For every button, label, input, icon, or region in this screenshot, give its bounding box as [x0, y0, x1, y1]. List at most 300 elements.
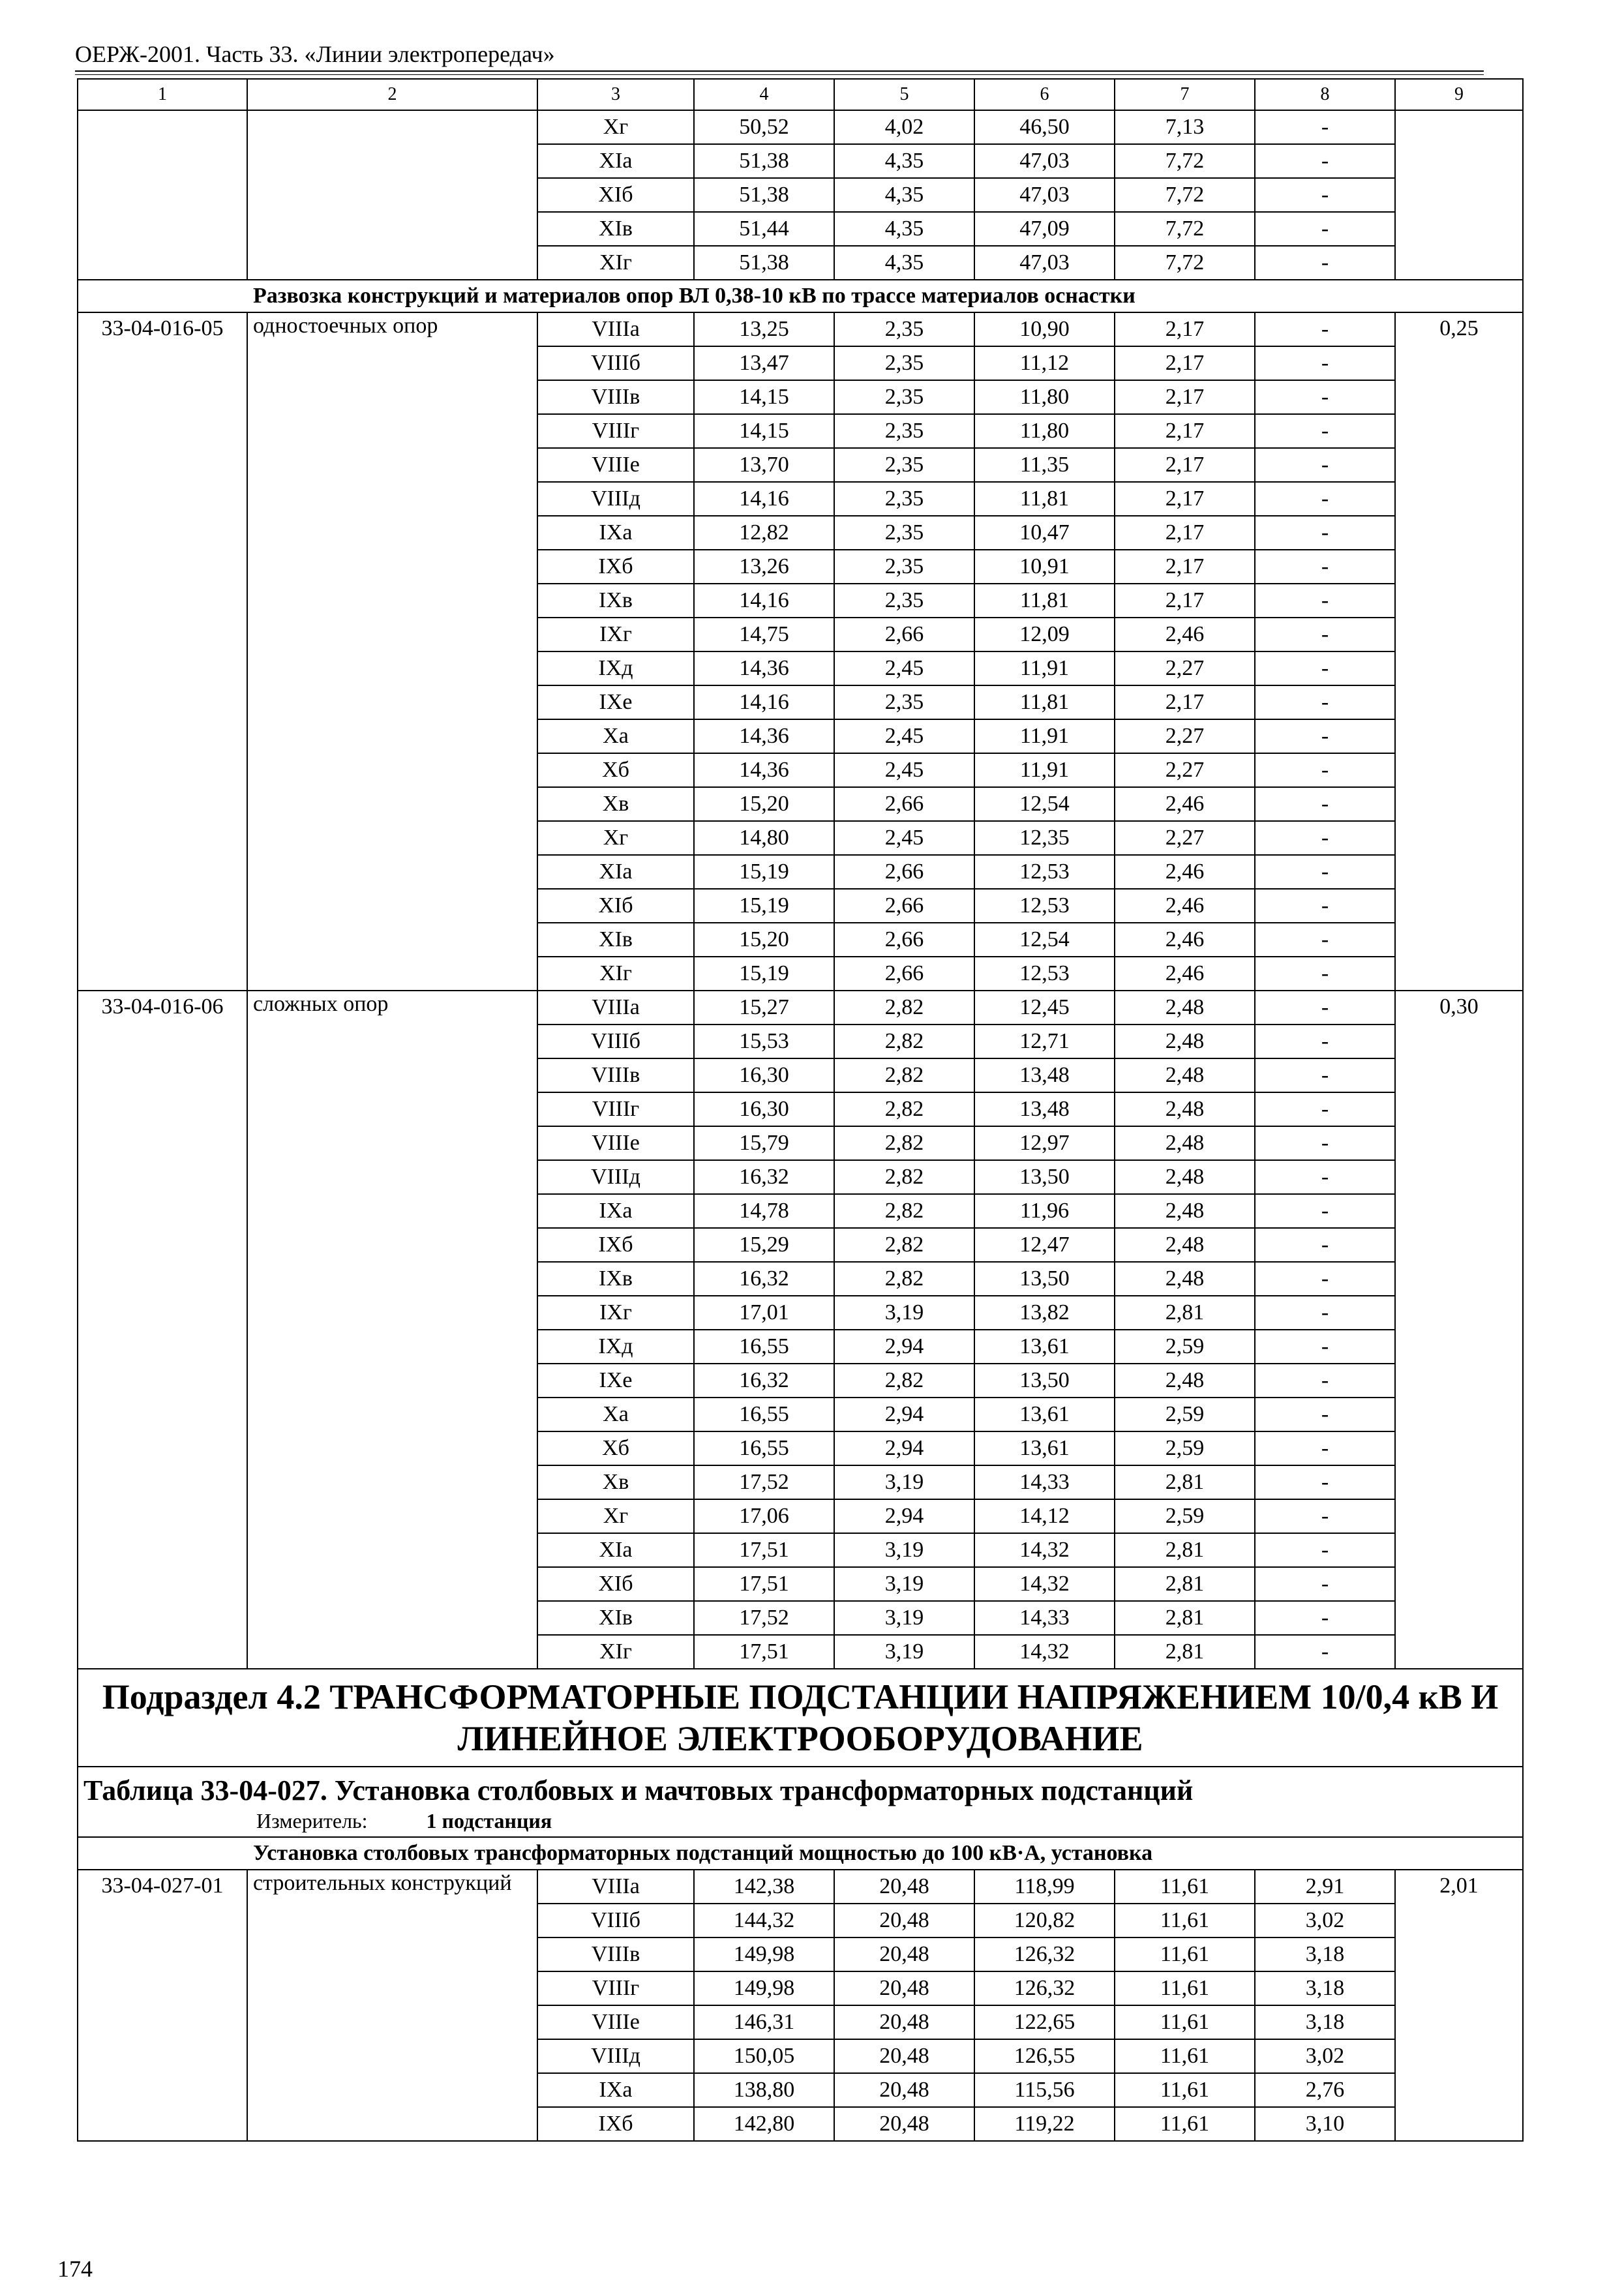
value-cell: - — [1255, 1058, 1395, 1092]
subsection-row — [78, 1669, 1523, 1767]
value-cell: - — [1255, 144, 1395, 178]
value-cell: 10,47 — [974, 516, 1115, 550]
value-cell: 13,61 — [974, 1330, 1115, 1364]
value-cell: - — [1255, 1499, 1395, 1533]
value-cell: 3,02 — [1255, 2039, 1395, 2073]
running-header: ОЕРЖ-2001. Часть 33. «Линии электропередач» — [75, 41, 555, 67]
value-cell: - — [1255, 1330, 1395, 1364]
region-cell: XIa — [537, 1533, 694, 1567]
value-cell: 122,65 — [974, 2005, 1115, 2039]
region-cell: Xг — [537, 1499, 694, 1533]
value-cell: 17,52 — [694, 1601, 834, 1635]
header-rule — [75, 70, 1484, 72]
value-cell: 11,61 — [1115, 2005, 1255, 2039]
value-cell: 13,50 — [974, 1160, 1115, 1194]
value-cell: 126,32 — [974, 1971, 1115, 2005]
value-cell: 14,32 — [974, 1533, 1115, 1567]
value-cell: 2,48 — [1115, 1025, 1255, 1058]
value-cell: 2,94 — [834, 1431, 974, 1465]
value-cell: 2,45 — [834, 753, 974, 787]
code-cell — [78, 110, 247, 280]
value-cell: 50,52 — [694, 110, 834, 144]
value-cell: - — [1255, 1364, 1395, 1398]
value-cell: 11,80 — [974, 414, 1115, 448]
region-cell: VIIIa — [537, 312, 694, 346]
value-cell: 2,59 — [1115, 1398, 1255, 1431]
value-cell: 149,98 — [694, 1971, 834, 2005]
value-cell: - — [1255, 346, 1395, 380]
region-cell: VIIIд — [537, 482, 694, 516]
value-cell: 138,80 — [694, 2073, 834, 2107]
value-cell: 2,66 — [834, 787, 974, 821]
measure-label: Измеритель: — [256, 1809, 368, 1833]
column-number: 4 — [694, 79, 834, 110]
value-cell: 11,91 — [974, 719, 1115, 753]
value-cell: 2,82 — [834, 1262, 974, 1296]
value-cell: 2,81 — [1115, 1465, 1255, 1499]
column-number: 3 — [537, 79, 694, 110]
value-cell: 2,35 — [834, 380, 974, 414]
region-cell: VIIIд — [537, 1160, 694, 1194]
group-heading: Установка столбовых трансформаторных подстанций мощностью до 100 кВ·А, установка — [78, 1837, 1523, 1870]
value-cell: 126,55 — [974, 2039, 1115, 2073]
column-number: 8 — [1255, 79, 1395, 110]
region-cell: Xв — [537, 1465, 694, 1499]
value-cell: 149,98 — [694, 1937, 834, 1971]
value-cell: 20,48 — [834, 2005, 974, 2039]
value-cell: 12,82 — [694, 516, 834, 550]
value-cell: 14,78 — [694, 1194, 834, 1228]
region-cell: VIIIд — [537, 2039, 694, 2073]
value-cell: 12,45 — [974, 991, 1115, 1025]
value-cell: 2,48 — [1115, 1194, 1255, 1228]
region-cell: Xa — [537, 719, 694, 753]
value-cell: - — [1255, 550, 1395, 584]
value-cell: 14,15 — [694, 380, 834, 414]
value-cell: 13,47 — [694, 346, 834, 380]
region-cell: IXa — [537, 516, 694, 550]
value-cell: - — [1255, 991, 1395, 1025]
region-cell: IXв — [537, 1262, 694, 1296]
value-cell: 3,19 — [834, 1635, 974, 1669]
value-cell: 13,50 — [974, 1262, 1115, 1296]
value-cell: 2,17 — [1115, 482, 1255, 516]
value-cell: - — [1255, 1431, 1395, 1465]
value-cell: - — [1255, 1092, 1395, 1126]
region-cell: XIг — [537, 1635, 694, 1669]
value-cell: 2,81 — [1115, 1533, 1255, 1567]
value-cell: 142,38 — [694, 1870, 834, 1904]
value-cell: 11,35 — [974, 448, 1115, 482]
value-cell: - — [1255, 584, 1395, 618]
value-cell: 12,53 — [974, 855, 1115, 889]
column-number: 1 — [78, 79, 247, 110]
value-cell: 2,82 — [834, 1228, 974, 1262]
region-cell: VIIIв — [537, 1937, 694, 1971]
value-cell: 2,76 — [1255, 2073, 1395, 2107]
value-cell: - — [1255, 1635, 1395, 1669]
column-number-row — [78, 79, 1523, 110]
value-cell: - — [1255, 753, 1395, 787]
region-cell: VIIIe — [537, 1126, 694, 1160]
value-cell: 2,48 — [1115, 1092, 1255, 1126]
value-cell: 17,51 — [694, 1533, 834, 1567]
value-cell: 7,72 — [1115, 178, 1255, 212]
value-cell: 12,35 — [974, 821, 1115, 855]
value-cell: 14,75 — [694, 618, 834, 651]
value-cell: 13,61 — [974, 1431, 1115, 1465]
value-cell: 2,59 — [1115, 1431, 1255, 1465]
value-cell: 16,32 — [694, 1262, 834, 1296]
value-cell: 14,33 — [974, 1601, 1115, 1635]
value-cell: 2,35 — [834, 685, 974, 719]
value-cell: 3,02 — [1255, 1904, 1395, 1937]
value-cell: 2,35 — [834, 346, 974, 380]
value-cell: 119,22 — [974, 2107, 1115, 2141]
value-cell: 11,91 — [974, 753, 1115, 787]
value-cell: - — [1255, 651, 1395, 685]
value-cell: 2,66 — [834, 889, 974, 923]
norm-cell: 0,25 — [1395, 312, 1523, 991]
value-cell: 2,82 — [834, 1194, 974, 1228]
value-cell: 2,46 — [1115, 855, 1255, 889]
table-row — [78, 991, 1523, 1025]
region-cell: VIIIг — [537, 1092, 694, 1126]
value-cell: 17,01 — [694, 1296, 834, 1330]
value-cell: 15,53 — [694, 1025, 834, 1058]
value-cell: 13,26 — [694, 550, 834, 584]
value-cell: - — [1255, 923, 1395, 957]
value-cell: 15,20 — [694, 923, 834, 957]
value-cell: 2,94 — [834, 1499, 974, 1533]
value-cell: - — [1255, 855, 1395, 889]
value-cell: 2,17 — [1115, 312, 1255, 346]
value-cell: - — [1255, 414, 1395, 448]
table-row — [78, 312, 1523, 346]
value-cell: 12,53 — [974, 889, 1115, 923]
value-cell: 47,09 — [974, 212, 1115, 246]
region-cell: Xв — [537, 787, 694, 821]
value-cell: - — [1255, 1194, 1395, 1228]
region-cell: IXa — [537, 2073, 694, 2107]
value-cell: 2,35 — [834, 516, 974, 550]
value-cell: 11,61 — [1115, 1971, 1255, 2005]
name-cell — [247, 110, 537, 280]
value-cell: 2,45 — [834, 821, 974, 855]
region-cell: IXв — [537, 584, 694, 618]
value-cell: 20,48 — [834, 1937, 974, 1971]
value-cell: 14,36 — [694, 651, 834, 685]
value-cell: 2,66 — [834, 855, 974, 889]
value-cell: 3,10 — [1255, 2107, 1395, 2141]
value-cell: 12,71 — [974, 1025, 1115, 1058]
value-cell: 47,03 — [974, 178, 1115, 212]
value-cell: - — [1255, 1126, 1395, 1160]
region-cell: XIб — [537, 889, 694, 923]
region-cell: IXд — [537, 1330, 694, 1364]
value-cell: 4,35 — [834, 178, 974, 212]
region-cell: XIг — [537, 957, 694, 991]
value-cell: 14,16 — [694, 482, 834, 516]
group-heading-row — [78, 1837, 1523, 1870]
value-cell: 2,66 — [834, 957, 974, 991]
value-cell: 51,38 — [694, 246, 834, 280]
value-cell: 13,61 — [974, 1398, 1115, 1431]
region-cell: Xг — [537, 110, 694, 144]
value-cell: 2,27 — [1115, 821, 1255, 855]
table-row — [78, 110, 1523, 144]
value-cell: 13,25 — [694, 312, 834, 346]
value-cell: 2,48 — [1115, 1058, 1255, 1092]
value-cell: 2,94 — [834, 1398, 974, 1431]
value-cell: 2,82 — [834, 1058, 974, 1092]
value-cell: 2,48 — [1115, 1228, 1255, 1262]
value-cell: 126,32 — [974, 1937, 1115, 1971]
region-cell: XIг — [537, 246, 694, 280]
value-cell: 2,59 — [1115, 1499, 1255, 1533]
value-cell: 20,48 — [834, 2039, 974, 2073]
value-cell: 16,32 — [694, 1160, 834, 1194]
value-cell: 16,55 — [694, 1431, 834, 1465]
column-number: 6 — [974, 79, 1115, 110]
region-cell: VIIIб — [537, 346, 694, 380]
value-cell: 2,46 — [1115, 889, 1255, 923]
value-cell: 11,80 — [974, 380, 1115, 414]
value-cell: 16,30 — [694, 1058, 834, 1092]
value-cell: 10,91 — [974, 550, 1115, 584]
value-cell: 11,61 — [1115, 2107, 1255, 2141]
page-number: 174 — [57, 2256, 93, 2282]
value-cell: 2,48 — [1115, 1262, 1255, 1296]
value-cell: 15,19 — [694, 889, 834, 923]
value-cell: - — [1255, 1533, 1395, 1567]
value-cell: 2,46 — [1115, 923, 1255, 957]
value-cell: - — [1255, 618, 1395, 651]
value-cell: 3,18 — [1255, 1937, 1395, 1971]
value-cell: 20,48 — [834, 1971, 974, 2005]
value-cell: 10,90 — [974, 312, 1115, 346]
value-cell: - — [1255, 1025, 1395, 1058]
value-cell: 17,52 — [694, 1465, 834, 1499]
value-cell: - — [1255, 1262, 1395, 1296]
value-cell: 2,27 — [1115, 753, 1255, 787]
value-cell: 2,17 — [1115, 414, 1255, 448]
value-cell: 12,54 — [974, 923, 1115, 957]
value-cell: 11,61 — [1115, 2073, 1255, 2107]
value-cell: 15,20 — [694, 787, 834, 821]
region-cell: IXд — [537, 651, 694, 685]
value-cell: 120,82 — [974, 1904, 1115, 1937]
value-cell: 3,18 — [1255, 2005, 1395, 2039]
value-cell: 17,06 — [694, 1499, 834, 1533]
code-cell: 33-04-027-01 — [78, 1870, 247, 2141]
table-title-cell — [78, 1767, 1523, 1837]
value-cell: 14,33 — [974, 1465, 1115, 1499]
region-cell: XIв — [537, 212, 694, 246]
region-cell: IXб — [537, 1228, 694, 1262]
value-cell: 2,46 — [1115, 787, 1255, 821]
value-cell: 20,48 — [834, 2107, 974, 2141]
region-cell: VIIIв — [537, 380, 694, 414]
value-cell: 13,70 — [694, 448, 834, 482]
value-cell: 2,59 — [1115, 1330, 1255, 1364]
norm-cell: 2,01 — [1395, 1870, 1523, 2141]
value-cell: - — [1255, 178, 1395, 212]
value-cell: 7,13 — [1115, 110, 1255, 144]
value-cell: 2,17 — [1115, 584, 1255, 618]
column-number: 2 — [247, 79, 537, 110]
value-cell: - — [1255, 1398, 1395, 1431]
value-cell: 16,55 — [694, 1398, 834, 1431]
value-cell: 14,12 — [974, 1499, 1115, 1533]
value-cell: 3,19 — [834, 1296, 974, 1330]
value-cell: - — [1255, 787, 1395, 821]
region-cell: VIIIв — [537, 1058, 694, 1092]
region-cell: IXб — [537, 550, 694, 584]
value-cell: 12,53 — [974, 957, 1115, 991]
value-cell: 2,17 — [1115, 448, 1255, 482]
value-cell: - — [1255, 889, 1395, 923]
value-cell: 4,35 — [834, 246, 974, 280]
region-cell: VIIIг — [537, 1971, 694, 2005]
region-cell: XIa — [537, 144, 694, 178]
value-cell: 14,16 — [694, 584, 834, 618]
value-cell: 14,32 — [974, 1567, 1115, 1601]
code-cell: 33-04-016-06 — [78, 991, 247, 1669]
value-cell: 4,35 — [834, 144, 974, 178]
value-cell: 2,94 — [834, 1330, 974, 1364]
value-cell: 17,51 — [694, 1635, 834, 1669]
value-cell: 14,16 — [694, 685, 834, 719]
region-cell: Xб — [537, 1431, 694, 1465]
value-cell: - — [1255, 516, 1395, 550]
value-cell: 13,50 — [974, 1364, 1115, 1398]
column-number: 7 — [1115, 79, 1255, 110]
value-cell: 12,47 — [974, 1228, 1115, 1262]
region-cell: VIIIa — [537, 1870, 694, 1904]
region-cell: IXe — [537, 685, 694, 719]
value-cell: 2,82 — [834, 1160, 974, 1194]
value-cell: - — [1255, 685, 1395, 719]
value-cell: 13,82 — [974, 1296, 1115, 1330]
value-cell: 17,51 — [694, 1567, 834, 1601]
value-cell: - — [1255, 719, 1395, 753]
table-row — [78, 1870, 1523, 1904]
region-cell: XIв — [537, 1601, 694, 1635]
value-cell: 7,72 — [1115, 212, 1255, 246]
table-title: Таблица 33-04-027. Установка столбовых и мачтовых трансформаторных подстанций — [83, 1774, 1194, 1806]
value-cell: 118,99 — [974, 1870, 1115, 1904]
value-cell: 2,17 — [1115, 550, 1255, 584]
region-cell: Xa — [537, 1398, 694, 1431]
value-cell: 2,82 — [834, 1025, 974, 1058]
value-cell: 15,19 — [694, 855, 834, 889]
value-cell: 14,32 — [974, 1635, 1115, 1669]
value-cell: 2,35 — [834, 550, 974, 584]
value-cell: 11,61 — [1115, 2039, 1255, 2073]
value-cell: 150,05 — [694, 2039, 834, 2073]
value-cell: 2,48 — [1115, 1160, 1255, 1194]
value-cell: 14,36 — [694, 753, 834, 787]
value-cell: 11,81 — [974, 482, 1115, 516]
value-cell: 7,72 — [1115, 246, 1255, 280]
region-cell: VIIIe — [537, 448, 694, 482]
value-cell: 2,35 — [834, 448, 974, 482]
value-cell: 3,19 — [834, 1465, 974, 1499]
value-cell: 4,02 — [834, 110, 974, 144]
value-cell: 2,27 — [1115, 719, 1255, 753]
region-cell: XIa — [537, 855, 694, 889]
value-cell: 3,19 — [834, 1601, 974, 1635]
value-cell: 2,81 — [1115, 1296, 1255, 1330]
value-cell: - — [1255, 212, 1395, 246]
value-cell: 11,81 — [974, 685, 1115, 719]
region-cell: VIIIa — [537, 991, 694, 1025]
value-cell: 20,48 — [834, 2073, 974, 2107]
name-cell: сложных опор — [247, 991, 537, 1669]
value-cell: - — [1255, 1567, 1395, 1601]
region-cell: XIб — [537, 1567, 694, 1601]
value-cell: 4,35 — [834, 212, 974, 246]
value-cell: 115,56 — [974, 2073, 1115, 2107]
value-cell: - — [1255, 1601, 1395, 1635]
region-cell: IXг — [537, 1296, 694, 1330]
value-cell: 2,45 — [834, 719, 974, 753]
name-cell: строительных конструкций — [247, 1870, 537, 2141]
region-cell: VIIIг — [537, 414, 694, 448]
value-cell: 12,09 — [974, 618, 1115, 651]
group-heading-row — [78, 280, 1523, 312]
header-rule-thin — [75, 74, 1484, 75]
value-cell: 2,17 — [1115, 685, 1255, 719]
value-cell: 2,81 — [1115, 1601, 1255, 1635]
region-cell: Xг — [537, 821, 694, 855]
value-cell: 2,48 — [1115, 991, 1255, 1025]
value-cell: 142,80 — [694, 2107, 834, 2141]
value-cell: 2,35 — [834, 584, 974, 618]
region-cell: IXe — [537, 1364, 694, 1398]
value-cell: - — [1255, 110, 1395, 144]
value-cell: 13,48 — [974, 1092, 1115, 1126]
column-number: 5 — [834, 79, 974, 110]
value-cell: - — [1255, 312, 1395, 346]
value-cell: - — [1255, 1465, 1395, 1499]
value-cell: 2,91 — [1255, 1870, 1395, 1904]
value-cell: 12,54 — [974, 787, 1115, 821]
value-cell: 51,38 — [694, 178, 834, 212]
value-cell: 2,48 — [1115, 1126, 1255, 1160]
value-cell: 2,17 — [1115, 380, 1255, 414]
name-cell: одностоечных опор — [247, 312, 537, 991]
value-cell: 51,38 — [694, 144, 834, 178]
region-cell: IXa — [537, 1194, 694, 1228]
value-cell: 47,03 — [974, 144, 1115, 178]
value-cell: 11,61 — [1115, 1904, 1255, 1937]
region-cell: IXб — [537, 2107, 694, 2141]
value-cell: 2,27 — [1115, 651, 1255, 685]
value-cell: 2,82 — [834, 1126, 974, 1160]
norm-cell: 0,30 — [1395, 991, 1523, 1669]
value-cell: 47,03 — [974, 246, 1115, 280]
region-cell: XIб — [537, 178, 694, 212]
column-number: 9 — [1395, 79, 1523, 110]
value-cell: - — [1255, 957, 1395, 991]
region-cell: XIв — [537, 923, 694, 957]
value-cell: 144,32 — [694, 1904, 834, 1937]
value-cell: 11,61 — [1115, 1870, 1255, 1904]
value-cell: 2,82 — [834, 1092, 974, 1126]
rates-table — [77, 78, 1524, 2142]
